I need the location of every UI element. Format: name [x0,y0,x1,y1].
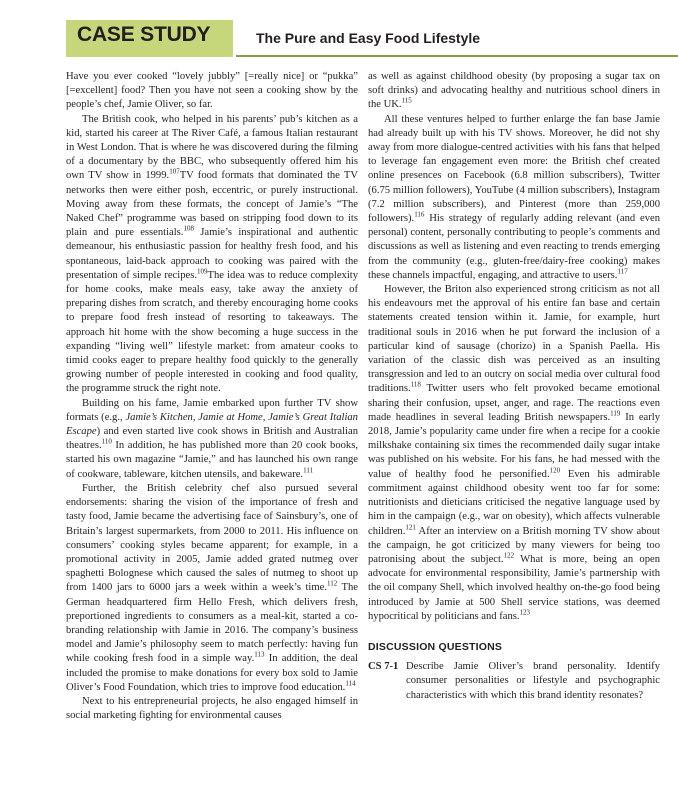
question-text: Describe Jamie Oliver’s brand personality. Identify consumer personalities or lifestyle and psychographic characteristics with which this brand identity resonates? [406,661,660,701]
footnote-ref: 122 [503,551,515,560]
footnote-ref: 111 [303,466,314,475]
footnote-ref: 123 [519,608,531,617]
header-rule [236,55,678,57]
paragraph: Building on his fame, Jamie embarked upon further TV show formats (e.g., Jamie’s Kitchen, Jamie at Home, Jamie’s Great Italian Escape) and even started live cook shows in British and Australian theatres.$^{110}$ In addition, he has published more than 20 cook books, started his own magazine “Jamie,” and has launched his own range of cookware, tableware, kitchen utensils, and bakeware.$^{111}$ [66,397,358,480]
paragraph: The British cook, who helped in his parents’ pub’s kitchen as a kid, started his career at The River Café, a famous Italian restaurant in West London. That is where he was discovered during the filming of a documentary by the BBC, who subsequently offered him his own TV show in 1999.$^{107}$TV food formats that dominated the TV networks then were either posh, eccentric, or purely instructional. Moving away from these formats, the concept of Jamie’s “The Naked Chef” programme was based on stripping food down to its plain and pure essentials.$^{108}$ Jamie’s inspirational and authentic demeanour, his enthusiastic passion for healthy fresh food, and his spontaneous, laid-back approach to cooking was paired with the presentation of simple recipes.$^{109}$The idea was to reduce complexity for home cooks, make meals easy, take away the anxiety of preparing dishes from scratch, and thereby encouraging home cooks to prepare food fresh instead of resorting to takeaways. The approach hit home with the show becoming a huge success in the expanding “living well” lifestyle market: from amateur cooks to timid cooks eager to prepare healthy food quickly to the generally growing number of people interested in cooking and food quality, the programme struck the right note. [66,113,359,395]
question-number: CS 7-1 [368,661,399,673]
left-column [66,70,358,723]
paragraph: Next to his entrepreneurial projects, he also engaged himself in social marketing fighting for environmental causes [66,695,358,722]
paragraph: Have you ever cooked “lovely jubbly” [=really nice] or “pukka” [=excellent] food? Then you have not seen a cooking show by the people’s chef, Jamie Oliver, so far. [66,71,358,111]
footnote-ref: 117 [617,267,628,276]
footnote-ref: 114 [345,679,356,688]
footnote-ref: 115 [401,96,412,105]
footnote-ref: 119 [610,409,621,418]
footnote-ref: 109 [196,267,208,276]
case-study-title: The Pure and Easy Food Lifestyle [256,30,481,46]
footnote-ref: 113 [254,650,265,659]
case-study-tag [66,20,236,57]
footnote-ref: 108 [183,224,194,233]
right-column [368,70,660,703]
paragraph: All these ventures helped to further enlarge the fan base Jamie had already built up with his TV shows. Moreover, he did not shy away from more dialogue-centred activities with his fans that helped to leverage fan engagement even more: the British chef created online presences on Facebook (6.8 million subscribers), Twitter (6.75 million followers), YouTube (4 million subscribers), Instagram (7.2 million subscribers), and Pinterest (more than 259,000 followers).$^{116}$ His strategy of regularly adding relevant (and even personal) content, personally contributing to people’s comments and discussions as well as listening and even reacting to trends emerging from the community (e.g., gluten-free/dairy-free cooking) makes these channels impactful, engaging, and attractive to users.$^{117}$ [368,113,660,281]
case-study-header [66,20,678,57]
footnote-ref: 120 [549,466,561,475]
paragraph: as well as against childhood obesity (by proposing a sugar tax on soft drinks) and advocating healthy and nutritious school diners in the UK.$^{115}$ [368,71,660,111]
footnote-ref: 121 [405,522,416,531]
paragraph: However, the Briton also experienced strong criticism as not all his endeavours met the approval of his entire fan base and certain statements created tension within it. Jamie, for example, hurt traditional souls in 2016 when he put forward the inclusion of a particular kind of sausage (chorizo) in a Spanish Paella. His variation of the classic dish was perceived as an insulting transgression and led to an outcry on social media over cultural food traditions.$^{118}$ Twitter users who felt provoked became emotional sharing their confusion, upset, anger, and rage. The reactions even made headlines in several leading British newspapers.$^{119}$ In early 2018, Jamie’s popularity came under fire when a recipe for a cookie milkshake containing six times the recommended daily sugar intake was published on his website. For his fans, he had messed with the value of healthy food he personified.$^{120}$ Even his admirable commitment against childhood obesity went too far for some: nutritionists and dieticians criticised the negative language used by him in the campaign (e.g., war on obesity), which affects vulnerable children.$^{121}$ After an interview on a British morning TV show about the campaign, he got criticized by many viewers for being too patronising about the subject.$^{122}$ What is more, being an open advocate for environmental responsibility, Jamie’s partnership with the oil company Shell, which involved healthy on-the-go food being introduced by Jamie at 500 Shell service stations, was deemed hypocritical by politicians and fans.$^{123}$ [368,284,661,622]
footnote-ref: 110 [101,437,112,446]
footnote-ref: 112 [326,579,338,588]
footnote-ref: 116 [414,210,425,219]
case-study-label: CASE STUDY [77,23,211,46]
paragraph: Further, the British celebrity chef also pursued several endorsements: sharing the vision of the importance of fresh and tasty food, Jamie became the advertising face of Sainsbury’s, one of Britain’s largest supermarkets, from 2000 to 2011. His influence on consumers’ cooking styles became apparent; for example, in a promotional activity in 2005, Jamie added grated nutmeg over spaghetti Bolognese which caused the sales of nutmeg to shoot up from 1400 jars to 6000 jars a week within a week’s time.$^{112}$ The German headquartered firm Hello Fresh, which delivers fresh, preportioned ingredients to consumers as a meal-kit, started a co-branding relationship with Jamie in 2016. The company’s business model and Jamie’s philosophy seem to match perfectly: having fun while cooking fresh food in a simple way.$^{113}$ In addition, the deal included the promise to make donations for every box sold to Jamie Oliver’s Food Foundation, which tries to improve food education.$^{114}$ [66,482,359,693]
discussion-heading: DISCUSSION QUESTIONS [368,640,503,653]
footnote-ref: 118 [410,380,421,389]
discussion-question [368,660,660,703]
footnote-ref: 107 [169,167,180,176]
